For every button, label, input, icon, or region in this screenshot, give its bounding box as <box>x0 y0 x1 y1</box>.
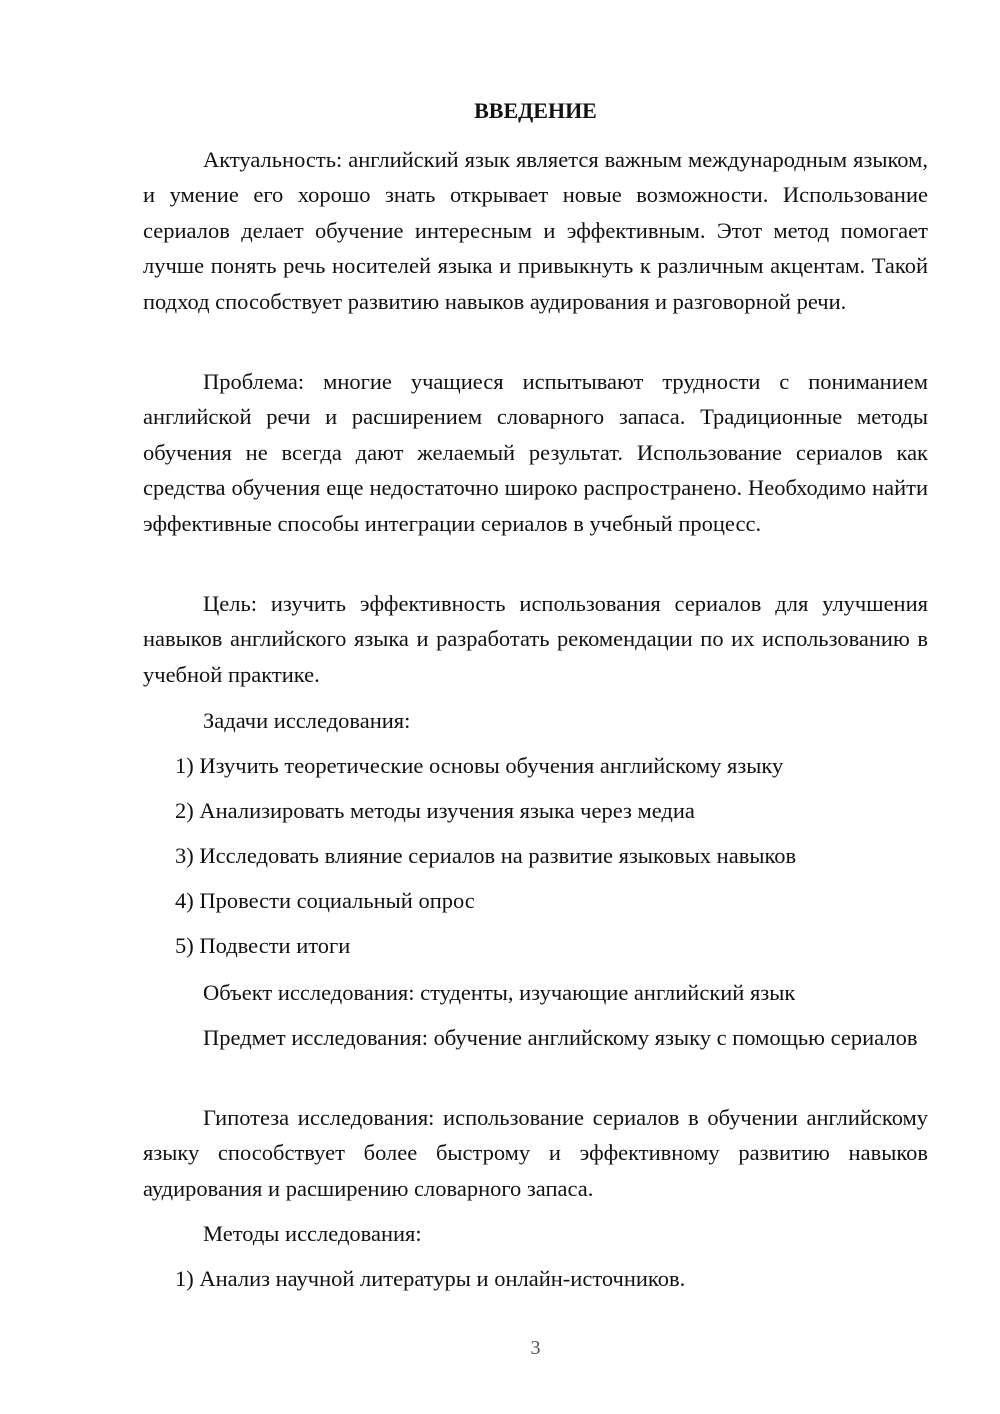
section-title: ВВЕДЕНИЕ <box>474 98 597 123</box>
task-item: 4) Провести социальный опрос <box>175 888 475 913</box>
hypothesis-paragraph: Гипотеза исследования: использование сериалов в обучении английскому языку способствует более быстрому и эффективному развитию навыков аудирования и расширению словарного запаса. <box>143 1105 928 1201</box>
object-paragraph: Объект исследования: студенты, изучающие английский язык <box>203 980 796 1005</box>
task-item: 1) Изучить теоретические основы обучения английскому языку <box>175 753 784 778</box>
task-item: 2) Анализировать методы изучения языка через медиа <box>175 798 695 823</box>
methods-heading: Методы исследования: <box>203 1221 422 1246</box>
page-number: 3 <box>530 1337 541 1359</box>
task-item: 3) Исследовать влияние сериалов на развитие языковых навыков <box>175 843 797 868</box>
goal-paragraph: Цель: изучить эффективность использования сериалов для улучшения навыков английского языка и разработать рекомендации по их использованию в учебной практике. <box>143 591 928 687</box>
subject-paragraph: Предмет исследования: обучение английскому языку с помощью сериалов <box>203 1025 918 1050</box>
task-item: 5) Подвести итоги <box>175 933 351 958</box>
tasks-heading: Задачи исследования: <box>203 708 411 733</box>
problem-paragraph: Проблема: многие учащиеся испытывают трудности с пониманием английской речи и расширением словарного запаса. Традиционные методы обучения не всегда дают желаемый результат. Использование сериалов как средства обучения еще недостаточно широко распространено. Необходимо найти эффективные способы интеграции сериалов в учебный процесс. <box>143 369 928 536</box>
method-item: 1) Анализ научной литературы и онлайн-источников. <box>175 1266 686 1291</box>
relevance-paragraph: Актуальность: английский язык является важным международным языком, и умение его хорошо знать открывает новые возможности. Использование сериалов делает обучение интересным и эффективным. Этот метод помогает лучше понять речь носителей языка и привыкнуть к различным акцентам. Такой подход способствует развитию навыков аудирования и разговорной речи. <box>143 147 928 314</box>
